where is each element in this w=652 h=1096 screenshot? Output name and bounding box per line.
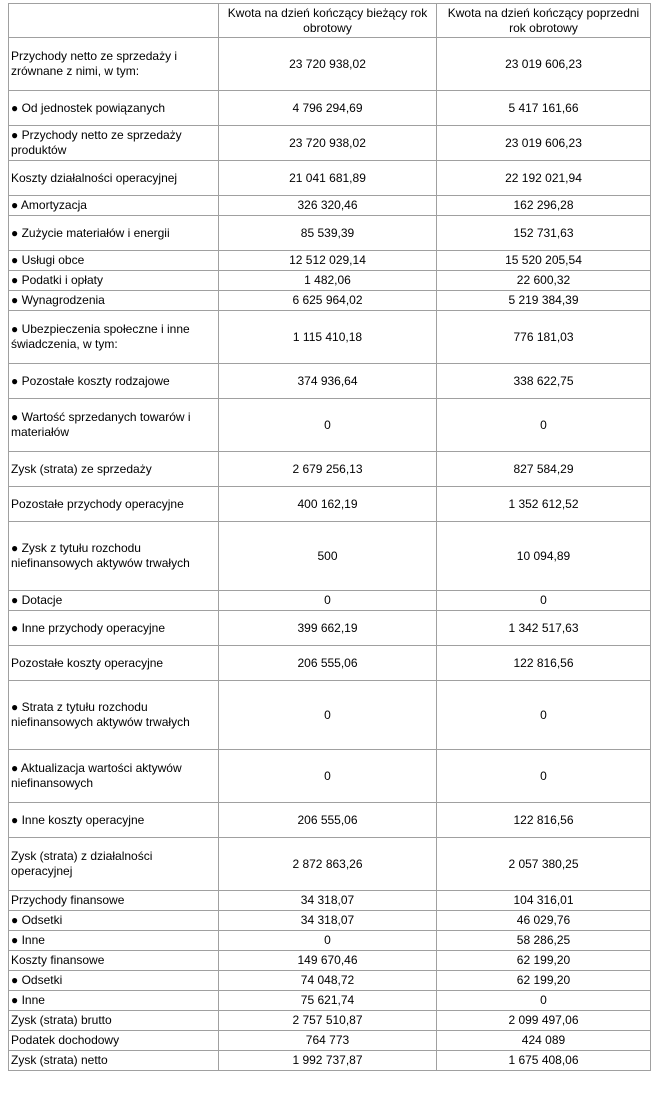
row-previous-value: 122 816,56 [437,803,651,838]
row-current-value: 0 [219,399,437,452]
row-label: ● Przychody netto ze sprzedaży produktów [9,126,219,161]
row-label: ● Aktualizacja wartości aktywów niefinansowych [9,750,219,803]
row-previous-value: 22 600,32 [437,271,651,291]
row-current-value: 21 041 681,89 [219,161,437,196]
row-label: Pozostałe przychody operacyjne [9,487,219,522]
table-row [9,931,651,951]
table-row [9,399,651,452]
table-row [9,891,651,911]
row-label: Zysk (strata) ze sprzedaży [9,452,219,487]
row-label: ● Strata z tytułu rozchodu niefinansowych aktywów trwałych [9,681,219,750]
row-label: Zysk (strata) z działalności operacyjnej [9,838,219,891]
table-row [9,216,651,251]
row-label: ● Inne [9,991,219,1011]
table-row [9,161,651,196]
table-row [9,646,651,681]
row-previous-value: 104 316,01 [437,891,651,911]
row-current-value: 0 [219,750,437,803]
table-row [9,803,651,838]
row-previous-value: 827 584,29 [437,452,651,487]
table-row [9,1011,651,1031]
row-label: ● Zysk z tytułu rozchodu niefinansowych aktywów trwałych [9,522,219,591]
row-previous-value: 62 199,20 [437,971,651,991]
row-previous-value: 62 199,20 [437,951,651,971]
row-previous-value: 23 019 606,23 [437,126,651,161]
row-previous-value: 5 417 161,66 [437,91,651,126]
row-previous-value: 1 675 408,06 [437,1051,651,1071]
row-current-value: 399 662,19 [219,611,437,646]
row-previous-value: 5 219 384,39 [437,291,651,311]
row-previous-value: 776 181,03 [437,311,651,364]
table-row [9,126,651,161]
table-row [9,591,651,611]
row-current-value: 0 [219,931,437,951]
row-label: ● Odsetki [9,911,219,931]
table-row [9,291,651,311]
row-current-value: 12 512 029,14 [219,251,437,271]
table-row [9,522,651,591]
row-label: ● Inne koszty operacyjne [9,803,219,838]
row-previous-value: 0 [437,681,651,750]
row-label: Podatek dochodowy [9,1031,219,1051]
row-current-value: 85 539,39 [219,216,437,251]
table-row [9,271,651,291]
header-previous-year: Kwota na dzień kończący poprzedni rok obrotowy [437,4,651,38]
row-label: ● Ubezpieczenia społeczne i inne świadczenia, w tym: [9,311,219,364]
row-label: ● Wartość sprzedanych towarów i materiałów [9,399,219,452]
row-current-value: 0 [219,681,437,750]
row-current-value: 500 [219,522,437,591]
row-current-value: 6 625 964,02 [219,291,437,311]
row-previous-value: 0 [437,750,651,803]
row-label: ● Usługi obce [9,251,219,271]
row-current-value: 374 936,64 [219,364,437,399]
row-previous-value: 162 296,28 [437,196,651,216]
row-current-value: 1 482,06 [219,271,437,291]
row-label: ● Inne [9,931,219,951]
row-current-value: 75 621,74 [219,991,437,1011]
row-previous-value: 152 731,63 [437,216,651,251]
table-row [9,251,651,271]
header-label [9,4,219,38]
table-row [9,951,651,971]
row-previous-value: 10 094,89 [437,522,651,591]
row-current-value: 23 720 938,02 [219,126,437,161]
table-row [9,487,651,522]
row-current-value: 764 773 [219,1031,437,1051]
row-previous-value: 58 286,25 [437,931,651,951]
table-row [9,91,651,126]
row-current-value: 23 720 938,02 [219,38,437,91]
row-previous-value: 2 057 380,25 [437,838,651,891]
row-label: ● Podatki i opłaty [9,271,219,291]
row-label: ● Dotacje [9,591,219,611]
row-previous-value: 23 019 606,23 [437,38,651,91]
row-label: ● Od jednostek powiązanych [9,91,219,126]
table-row [9,611,651,646]
row-label: ● Inne przychody operacyjne [9,611,219,646]
row-current-value: 2 757 510,87 [219,1011,437,1031]
row-label: Zysk (strata) netto [9,1051,219,1071]
row-previous-value: 1 352 612,52 [437,487,651,522]
table-row [9,911,651,931]
table-row [9,991,651,1011]
header-row [9,4,651,38]
row-label: ● Odsetki [9,971,219,991]
row-current-value: 34 318,07 [219,911,437,931]
row-current-value: 1 115 410,18 [219,311,437,364]
row-current-value: 74 048,72 [219,971,437,991]
table-row [9,196,651,216]
row-label: ● Amortyzacja [9,196,219,216]
row-current-value: 2 679 256,13 [219,452,437,487]
row-label: Koszty finansowe [9,951,219,971]
table-row [9,364,651,399]
row-label: ● Pozostałe koszty rodzajowe [9,364,219,399]
row-label: Pozostałe koszty operacyjne [9,646,219,681]
row-current-value: 400 162,19 [219,487,437,522]
row-previous-value: 46 029,76 [437,911,651,931]
row-previous-value: 424 089 [437,1031,651,1051]
header-current-year: Kwota na dzień kończący bieżący rok obrotowy [219,4,437,38]
table-row [9,838,651,891]
row-current-value: 2 872 863,26 [219,838,437,891]
row-current-value: 0 [219,591,437,611]
row-current-value: 206 555,06 [219,803,437,838]
row-previous-value: 0 [437,591,651,611]
financial-table [8,3,651,1071]
table-row [9,971,651,991]
table-row [9,1051,651,1071]
row-current-value: 34 318,07 [219,891,437,911]
row-label: Przychody finansowe [9,891,219,911]
row-label: Zysk (strata) brutto [9,1011,219,1031]
table-row [9,681,651,750]
table-row [9,452,651,487]
row-previous-value: 0 [437,991,651,1011]
row-previous-value: 122 816,56 [437,646,651,681]
row-current-value: 149 670,46 [219,951,437,971]
row-current-value: 4 796 294,69 [219,91,437,126]
table-row [9,750,651,803]
row-previous-value: 15 520 205,54 [437,251,651,271]
row-label: ● Zużycie materiałów i energii [9,216,219,251]
row-previous-value: 0 [437,399,651,452]
table-row [9,1031,651,1051]
row-current-value: 206 555,06 [219,646,437,681]
row-label: Przychody netto ze sprzedaży i zrównane z nimi, w tym: [9,38,219,91]
row-previous-value: 2 099 497,06 [437,1011,651,1031]
row-previous-value: 1 342 517,63 [437,611,651,646]
row-label: ● Wynagrodzenia [9,291,219,311]
row-current-value: 326 320,46 [219,196,437,216]
row-previous-value: 338 622,75 [437,364,651,399]
table-row [9,311,651,364]
row-label: Koszty działalności operacyjnej [9,161,219,196]
row-previous-value: 22 192 021,94 [437,161,651,196]
row-current-value: 1 992 737,87 [219,1051,437,1071]
table-row [9,38,651,91]
